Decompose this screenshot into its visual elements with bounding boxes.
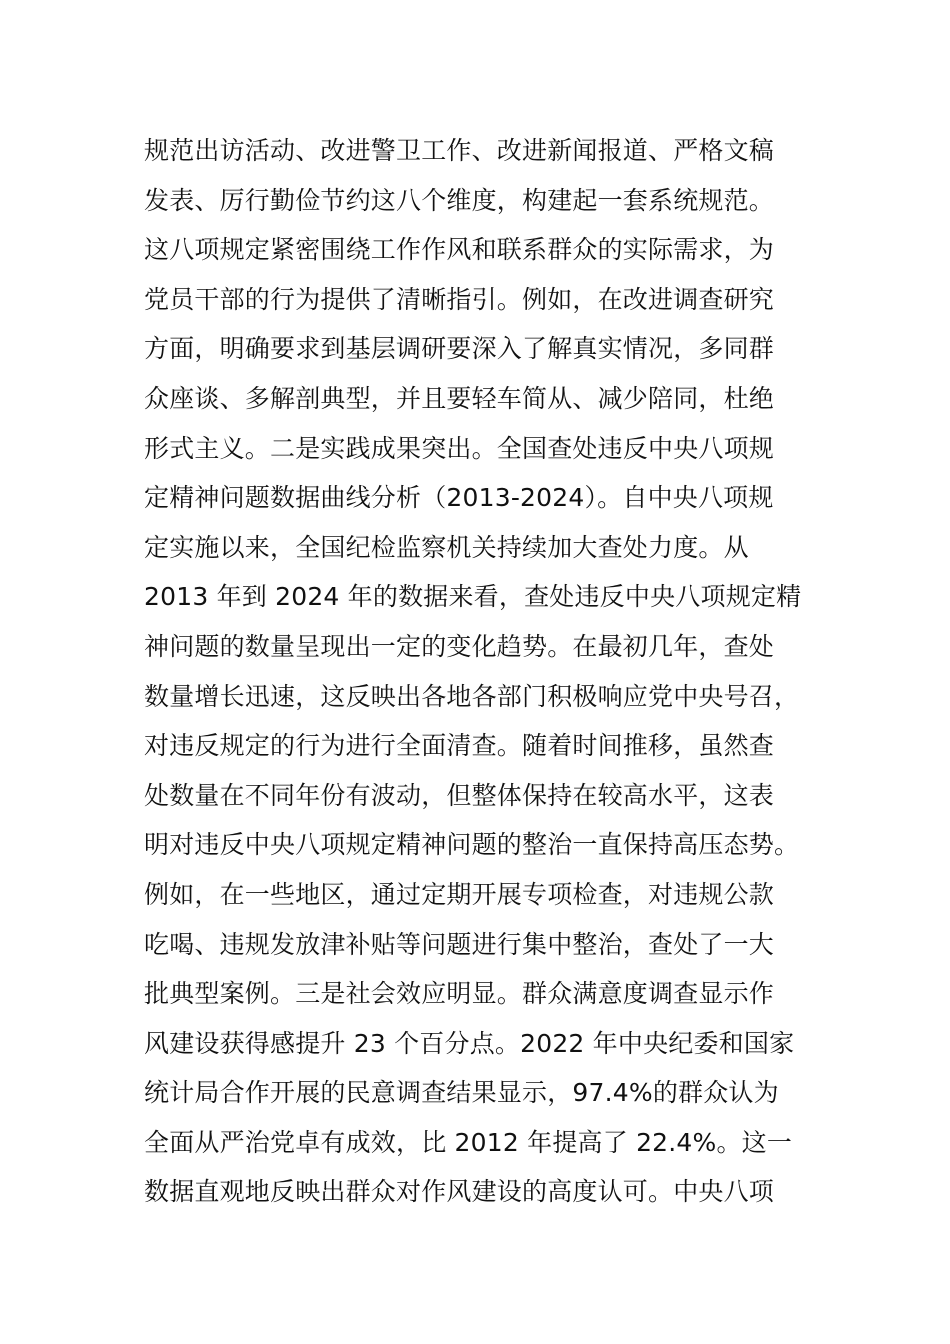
text-line: 例如，在一些地区，通过定期开展专项检查，对违规公款 <box>144 879 775 909</box>
text-line: 定精神问题数据曲线分析（2013-2024）。自中央八项规 <box>144 483 774 513</box>
text-line: 全面从严治党卓有成效，比 2012 年提高了 22.4%。这一 <box>144 1127 793 1157</box>
body-text <box>144 126 814 1217</box>
text-line: 对违反规定的行为进行全面清查。随着时间推移，虽然查 <box>144 731 775 761</box>
text-line: 这八项规定紧密围绕工作作风和联系群众的实际需求，为 <box>144 235 775 265</box>
text-line: 发表、厉行勤俭节约这八个维度，构建起一套系统规范。 <box>144 185 775 215</box>
text-line: 2013 年到 2024 年的数据来看，查处违反中央八项规定精 <box>144 582 802 612</box>
text-line: 方面，明确要求到基层调研要深入了解真实情况，多同群 <box>144 334 775 364</box>
text-line: 统计局合作开展的民意调查结果显示，97.4%的群众认为 <box>144 1078 779 1108</box>
text-line: 数量增长迅速，这反映出各地各部门积极响应党中央号召， <box>144 681 800 711</box>
text-line: 明对违反中央八项规定精神问题的整治一直保持高压态势。 <box>144 830 800 860</box>
text-line: 定实施以来，全国纪检监察机关持续加大查处力度。从 <box>144 532 749 562</box>
text-line: 处数量在不同年份有波动，但整体保持在较高水平，这表 <box>144 780 775 810</box>
text-line: 党员干部的行为提供了清晰指引。例如，在改进调查研究 <box>144 284 775 314</box>
text-line: 风建设获得感提升 23 个百分点。2022 年中央纪委和国家 <box>144 1028 795 1058</box>
text-line: 众座谈、多解剖典型，并且要轻车简从、减少陪同，杜绝 <box>144 383 775 413</box>
text-line: 吃喝、违规发放津补贴等问题进行集中整治，查处了一大 <box>144 929 775 959</box>
text-line: 数据直观地反映出群众对作风建设的高度认可。中央八项 <box>144 1177 775 1207</box>
text-line: 神问题的数量呈现出一定的变化趋势。在最初几年，查处 <box>144 631 775 661</box>
text-line: 批典型案例。三是社会效应明显。群众满意度调查显示作 <box>144 979 775 1009</box>
text-line: 规范出访活动、改进警卫工作、改进新闻报道、严格文稿 <box>144 136 775 165</box>
text-line: 形式主义。二是实践成果突出。全国查处违反中央八项规 <box>144 433 775 463</box>
